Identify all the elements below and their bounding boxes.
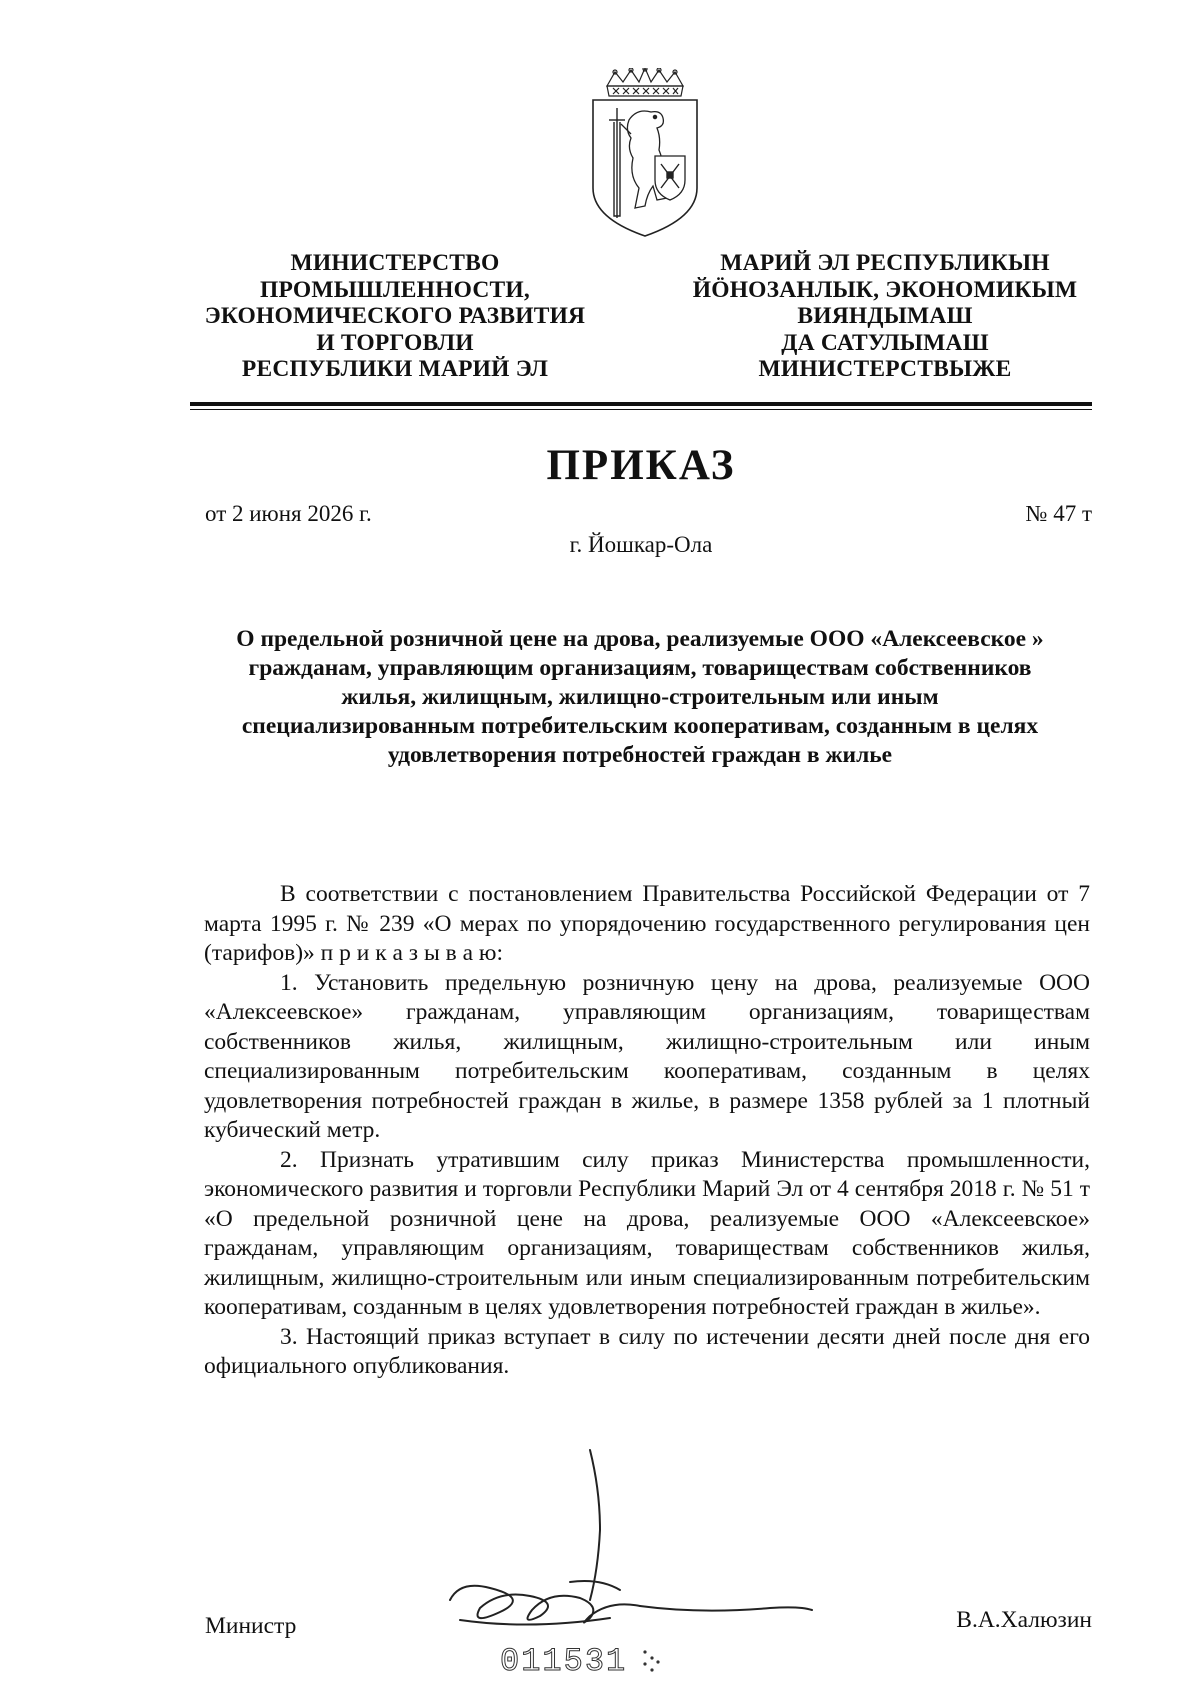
stamp-number: 011531 [500, 1643, 628, 1680]
ministry-line: МИНИСТЕРСТВО [290, 250, 500, 276]
ministry-line: ПРОМЫШЛЕННОСТИ, [260, 276, 530, 303]
body-paragraph: 2. Признать утратившим силу приказ Министерства промышленности, экономического развития и торговли Республики Марий Эл от 4 сентября 2018 г. № 51 т «О предельной розничной цене на дрова, реализуемые ООО «Алексеевское» гражданам, управляющим организациям, товариществам собственников жилья, жилищным, жилищно-строительным или иным специализированным потребительским кооперативам, созданным в целях удовлетворения потребностей граждан в жилье». [204, 1146, 1090, 1320]
ministry-line: ЭКОНОМИЧЕСКОГО РАЗВИТИЯ [204, 303, 586, 329]
ministry-name-russian [190, 250, 600, 383]
ministry-line: ДА САТУЛЫМАШ [781, 329, 989, 356]
body-paragraph: 3. Настоящий приказ вступает в силу по истечении десяти дней после дня его официального опубликования. [204, 1323, 1090, 1379]
document-type: ПРИКАЗ [546, 442, 736, 489]
ministry-line: ВИЯНДЫМАШ [797, 303, 973, 329]
ministry-line: МИНИСТЕРСТВЫЖЕ [758, 356, 1012, 382]
body-paragraph: В соответствии с постановлением Правительства Российской Федерации от 7 марта 1995 г. № 239 «О мерах по упорядочению государственного регулирования цен (тарифов)» п р и к а з ы в а ю: [204, 881, 1090, 966]
document-title: О предельной розничной цене на дрова, реализуемые ООО «Алексеевское » гражданам, управляющим организациям, товариществам собственников жилья, жилищным, жилищно-строительным или иным специализированным потребительским кооперативам, созданным в целях удовлетворения потребностей граждан в жилье [236, 626, 1044, 768]
document-date: от 2 июня 2026 г. [205, 501, 372, 526]
ministry-line: ЙӦНОЗАНЛЫК, ЭКОНОМИКЫМ [692, 276, 1078, 303]
header-divider-thin [190, 409, 1092, 410]
signer-name: В.А.Халюзин [956, 1607, 1092, 1633]
handwritten-signature [440, 1430, 860, 1690]
ministry-line: МАРИЙ ЭЛ РЕСПУБЛИКЫН [720, 250, 1050, 276]
ministry-name-mari [690, 250, 1080, 383]
ministry-line: И ТОРГОВЛИ [316, 329, 474, 356]
document-city: г. Йошкар-Ола [569, 532, 713, 557]
body-paragraph: 1. Установить предельную розничную цену на дрова, реализуемые ООО «Алексеевское» гражданам, управляющим организациям, товариществам собственников жилья, жилищным, жилищно-строительным или иным специализированным потребительским кооперативам, созданным в целях удовлетворения потребностей граждан в жилье, в размере 1358 рублей за 1 плотный кубический метр. [204, 969, 1090, 1143]
coat-of-arms-icon [585, 68, 705, 238]
document-body [204, 880, 1090, 1382]
ministry-line: РЕСПУБЛИКИ МАРИЙ ЭЛ [241, 356, 549, 382]
header-divider-thick [190, 402, 1092, 406]
document-number: № 47 т [1025, 501, 1092, 526]
signer-position: Министр [205, 1613, 297, 1639]
